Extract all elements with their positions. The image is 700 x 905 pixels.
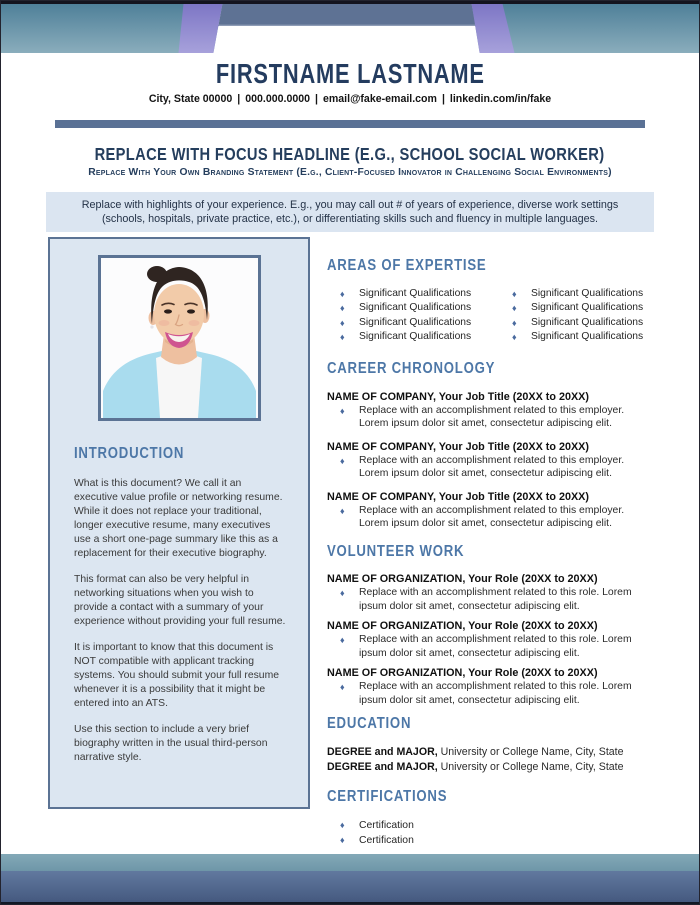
education-entry [327,760,655,775]
name-text: FIRSTNAME LASTNAME [215,58,485,89]
career-entry-title: NAME OF COMPANY, Your Job Title (20XX to 20XX) [327,390,589,403]
expertise-item-text: Significant Qualifications [531,331,644,343]
career-heading-text: CAREER CHRONOLOGY [327,359,496,377]
diamond-bullet-icon: ♦ [340,682,345,693]
expertise-item-text: Significant Qualifications [359,302,472,314]
expertise-item [499,287,655,302]
diamond-bullet-icon: ♦ [340,288,345,299]
career-entry-bullet-text: Replace with an accomplishment related to this employer. Lorem ipsum dolor sit amet, consectetur adipiscing elit. [359,504,625,530]
diamond-bullet-icon: ♦ [512,288,517,299]
diamond-bullet-icon: ♦ [340,303,345,314]
focus-headline-text: REPLACE WITH FOCUS HEADLINE (E.G., SCHOOL SOCIAL WORKER) [95,144,605,164]
volunteer-entry [327,666,655,707]
contact-separator: | [315,93,318,105]
contact-location: City, State 00000 [148,93,233,105]
volunteer-entry-bullet-text: Replace with an accomplishment related to this role. Lorem ipsum dolor sit amet, consectetur adipiscing elit. [359,634,632,659]
volunteer-entry-title: NAME OF ORGANIZATION, Your Role (20XX to 20XX) [327,620,598,633]
diamond-bullet-icon: ♦ [340,835,345,846]
introduction-heading [74,445,308,462]
volunteer-entries [327,572,655,707]
certification-item [327,818,655,833]
career-entry-title: NAME OF COMPANY, Your Job Title (20XX to 20XX) [327,440,589,453]
career-entry-bullet-text: Replace with an accomplishment related to this employer. Lorem ipsum dolor sit amet, consectetur adipiscing elit. [359,404,625,430]
diamond-bullet-icon: ♦ [340,505,345,516]
expertise-item [327,287,499,302]
expertise-item [499,301,655,316]
footer-banner [1,854,699,904]
expertise-list [327,287,655,345]
career-entry [327,440,655,481]
diamond-bullet-icon: ♦ [512,317,517,328]
diamond-bullet-icon: ♦ [340,332,345,343]
expertise-item-text: Significant Qualifications [531,287,644,299]
education-heading-text: EDUCATION [327,715,412,733]
portrait-photo [101,258,258,418]
diamond-bullet-icon: ♦ [340,635,345,646]
expertise-item [327,301,499,316]
education-entries [327,745,655,774]
contact-line [1,93,699,106]
intro-paragraph: This format can also be very helpful in networking situations when you wish to provide a contact with a summary of your experience without providing your full resume. [74,574,286,627]
expertise-item-text: Significant Qualifications [359,316,472,328]
volunteer-entry-bullet-text: Replace with an accomplishment related to this role. Lorem ipsum dolor sit amet, consectetur adipiscing elit. [359,587,632,612]
diamond-bullet-icon: ♦ [340,455,345,466]
career-heading [327,360,655,377]
banner-slate-tab [218,4,475,26]
volunteer-entry-bullet [327,586,655,613]
sidebar-panel [48,237,310,809]
portrait-hair-bun [147,266,167,282]
page-title-name [1,58,699,90]
volunteer-entry-bullet [327,680,655,707]
diamond-bullet-icon: ♦ [340,405,345,416]
footer-slate-band [1,871,699,902]
contact-separator: | [237,93,241,105]
diamond-bullet-icon: ♦ [512,332,517,343]
volunteer-entry [327,572,655,613]
volunteer-heading-text: VOLUNTEER WORK [327,542,465,560]
diamond-bullet-icon: ♦ [512,303,517,314]
career-entry-title: NAME OF COMPANY, Your Job Title (20XX to 20XX) [327,490,589,503]
career-entries [327,390,655,531]
certifications-heading [327,788,655,805]
education-school: University or College Name, City, State [437,760,624,773]
volunteer-entry-bullet [327,633,655,660]
contact-separator: | [441,93,445,105]
expertise-heading-text: AREAS OF EXPERTISE [327,256,487,274]
contact-phone: 000.000.0000 [245,93,311,105]
expertise-item [327,330,499,345]
intro-paragraph: Use this section to include a very brief biography written in the usual third-person narrative style. [74,724,268,763]
career-entry-bullet [327,454,655,481]
intro-paragraph: What is this document? We call it an executive value profile or networking resume. While it does not replace your traditional, longer executive resume, many executives use a short one-page summary like this as a replacement for their executive biography. [74,478,283,559]
volunteer-entry-bullet-text: Replace with an accomplishment related to this role. Lorem ipsum dolor sit amet, consectetur adipiscing elit. [359,681,632,706]
career-entry-bullet-text: Replace with an accomplishment related to this employer. Lorem ipsum dolor sit amet, consectetur adipiscing elit. [359,454,625,480]
career-entry-bullet [327,504,655,531]
expertise-item [327,316,499,331]
career-entry [327,490,655,531]
branding-statement: Replace With Your Own Branding Statement (E.g., Client-Focused Innovator in Challenging Social Environments) [88,167,612,178]
introduction-heading-text: INTRODUCTION [74,445,185,462]
certification-item-text: Certification [359,820,414,832]
volunteer-entry [327,619,655,660]
content-columns [48,237,655,848]
education-school: University or College Name, City, State [437,746,624,759]
banner-top-navy-strip [1,1,699,4]
header-banner [1,1,699,53]
highlights-box: Replace with highlights of your experience. E.g., you may call out # of years of experience, diverse work settings (schools, hospitals, private practice, etc.), or differentiating skills such and fluency in multiple languages. [46,192,654,232]
certification-item-text: Certification [359,835,414,847]
volunteer-entry-title: NAME OF ORGANIZATION, Your Role (20XX to 20XX) [327,667,598,680]
diamond-bullet-icon: ♦ [340,317,345,328]
volunteer-heading [327,543,655,560]
education-degree: DEGREE and MAJOR, [327,760,438,773]
education-entry [327,745,655,760]
footer-teal-band [1,854,699,871]
certifications-heading-text: CERTIFICATIONS [327,788,448,806]
diamond-bullet-icon: ♦ [340,820,345,831]
contact-email: email@fake-email.com [322,93,437,105]
expertise-item [499,330,655,345]
header-divider-bar [55,120,645,128]
career-entry [327,390,655,431]
footer-dark-strip [1,902,699,904]
focus-headline [1,144,699,164]
portrait-earring [150,325,153,328]
volunteer-entry-title: NAME OF ORGANIZATION, Your Role (20XX to 20XX) [327,573,598,586]
expertise-item-text: Significant Qualifications [359,287,472,299]
expertise-item-text: Significant Qualifications [359,331,472,343]
photo-frame [98,255,261,421]
expertise-item-text: Significant Qualifications [531,302,644,314]
expertise-item [499,316,655,331]
education-degree: DEGREE and MAJOR, [327,746,438,759]
expertise-heading [327,257,655,274]
contact-linkedin: linkedin.com/in/fake [449,93,552,105]
certification-item [327,833,655,848]
intro-paragraph: It is important to know that this document is NOT compatible with applicant tracking systems. You should submit your full resume whenever it is a possibility that it might be entered into an ATS. [74,642,280,709]
expertise-item-text: Significant Qualifications [531,316,644,328]
certification-list [327,818,655,848]
career-entry-bullet [327,404,655,431]
diamond-bullet-icon: ♦ [340,588,345,599]
main-column [327,237,655,848]
education-heading [327,715,655,732]
